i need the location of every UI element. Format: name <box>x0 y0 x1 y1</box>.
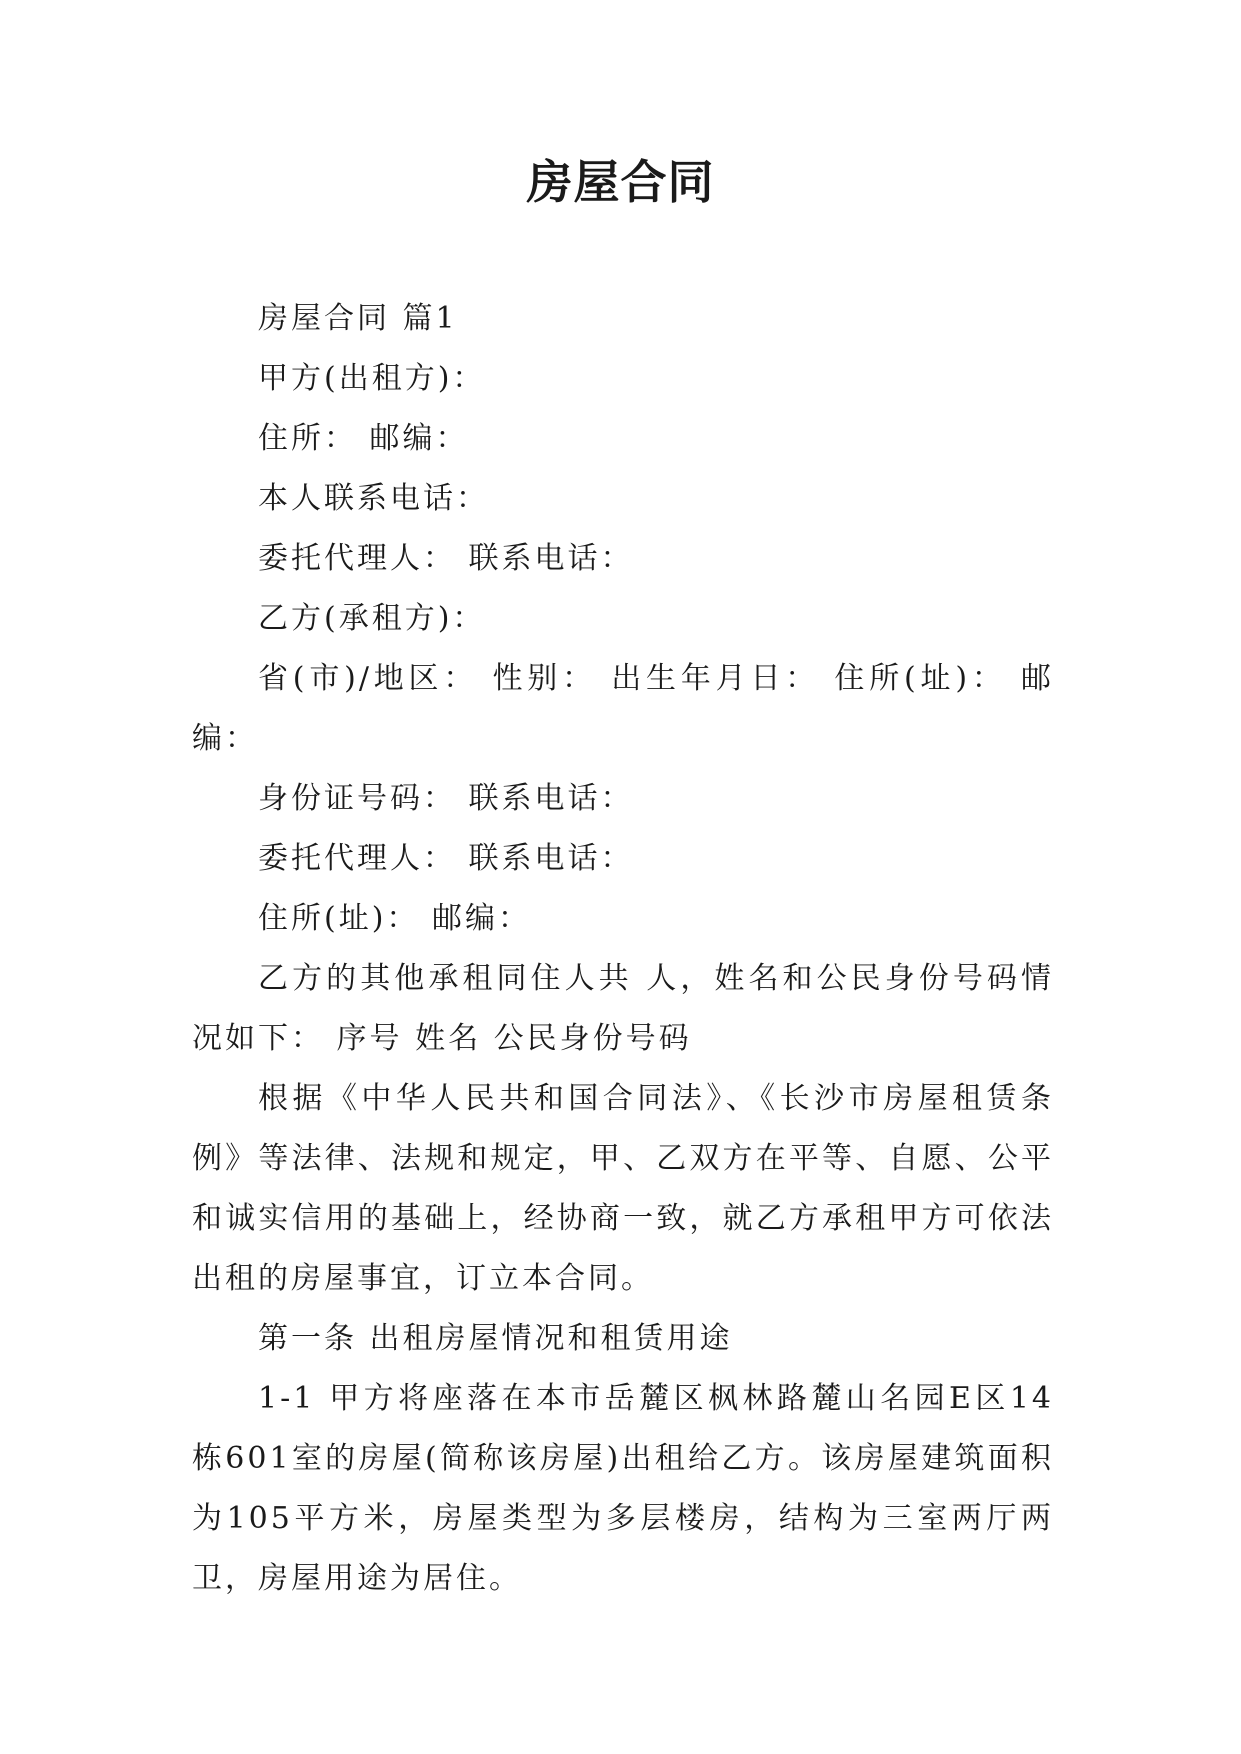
document-title: 房屋合同 <box>526 155 715 209</box>
paragraph-party-b: 乙方(承租方)： <box>258 601 486 636</box>
paragraph-article-1-1: 1-1 甲方将座落在本市岳麓区枫林路麓山名园E区14栋601室的房屋(简称该房屋)出租给乙方。该房屋建筑面积为105平方米，房屋类型为多层楼房，结构为三室两厅两卫，房屋用途为居住。 <box>192 1381 1054 1596</box>
paragraph-legal-basis: 根据《中华人民共和国合同法》、《长沙市房屋租赁条例》等法律、法规和规定，甲、乙双方在平等、自愿、公平和诚实信用的基础上，经协商一致，就乙方承租甲方可依法出租的房屋事宜，订立本合同。 <box>192 1081 1054 1296</box>
paragraph-party-a-agent: 委托代理人： 联系电话： <box>258 541 634 576</box>
paragraph-party-b-agent: 委托代理人： 联系电话： <box>258 841 634 876</box>
paragraph-party-b-details: 省(市)/地区： 性别： 出生年月日： 住所(址)： 邮编： <box>192 661 1054 756</box>
paragraph-article-1-heading: 第一条 出租房屋情况和租赁用途 <box>258 1321 733 1356</box>
paragraph-cotenants: 乙方的其他承租同住人共 人，姓名和公民身份号码情况如下： 序号 姓名 公民身份号码 <box>192 961 1054 1056</box>
paragraph-party-b-id: 身份证号码： 联系电话： <box>258 781 634 816</box>
paragraph-party-b-address: 住所(址)： 邮编： <box>258 901 531 936</box>
paragraph-party-a: 甲方(出租方)： <box>258 361 486 396</box>
paragraph-party-a-phone: 本人联系电话： <box>258 481 489 516</box>
document-body <box>192 289 1054 1609</box>
paragraph-section-heading: 房屋合同 篇1 <box>258 301 458 336</box>
paragraph-party-a-address: 住所： 邮编： <box>258 421 469 456</box>
